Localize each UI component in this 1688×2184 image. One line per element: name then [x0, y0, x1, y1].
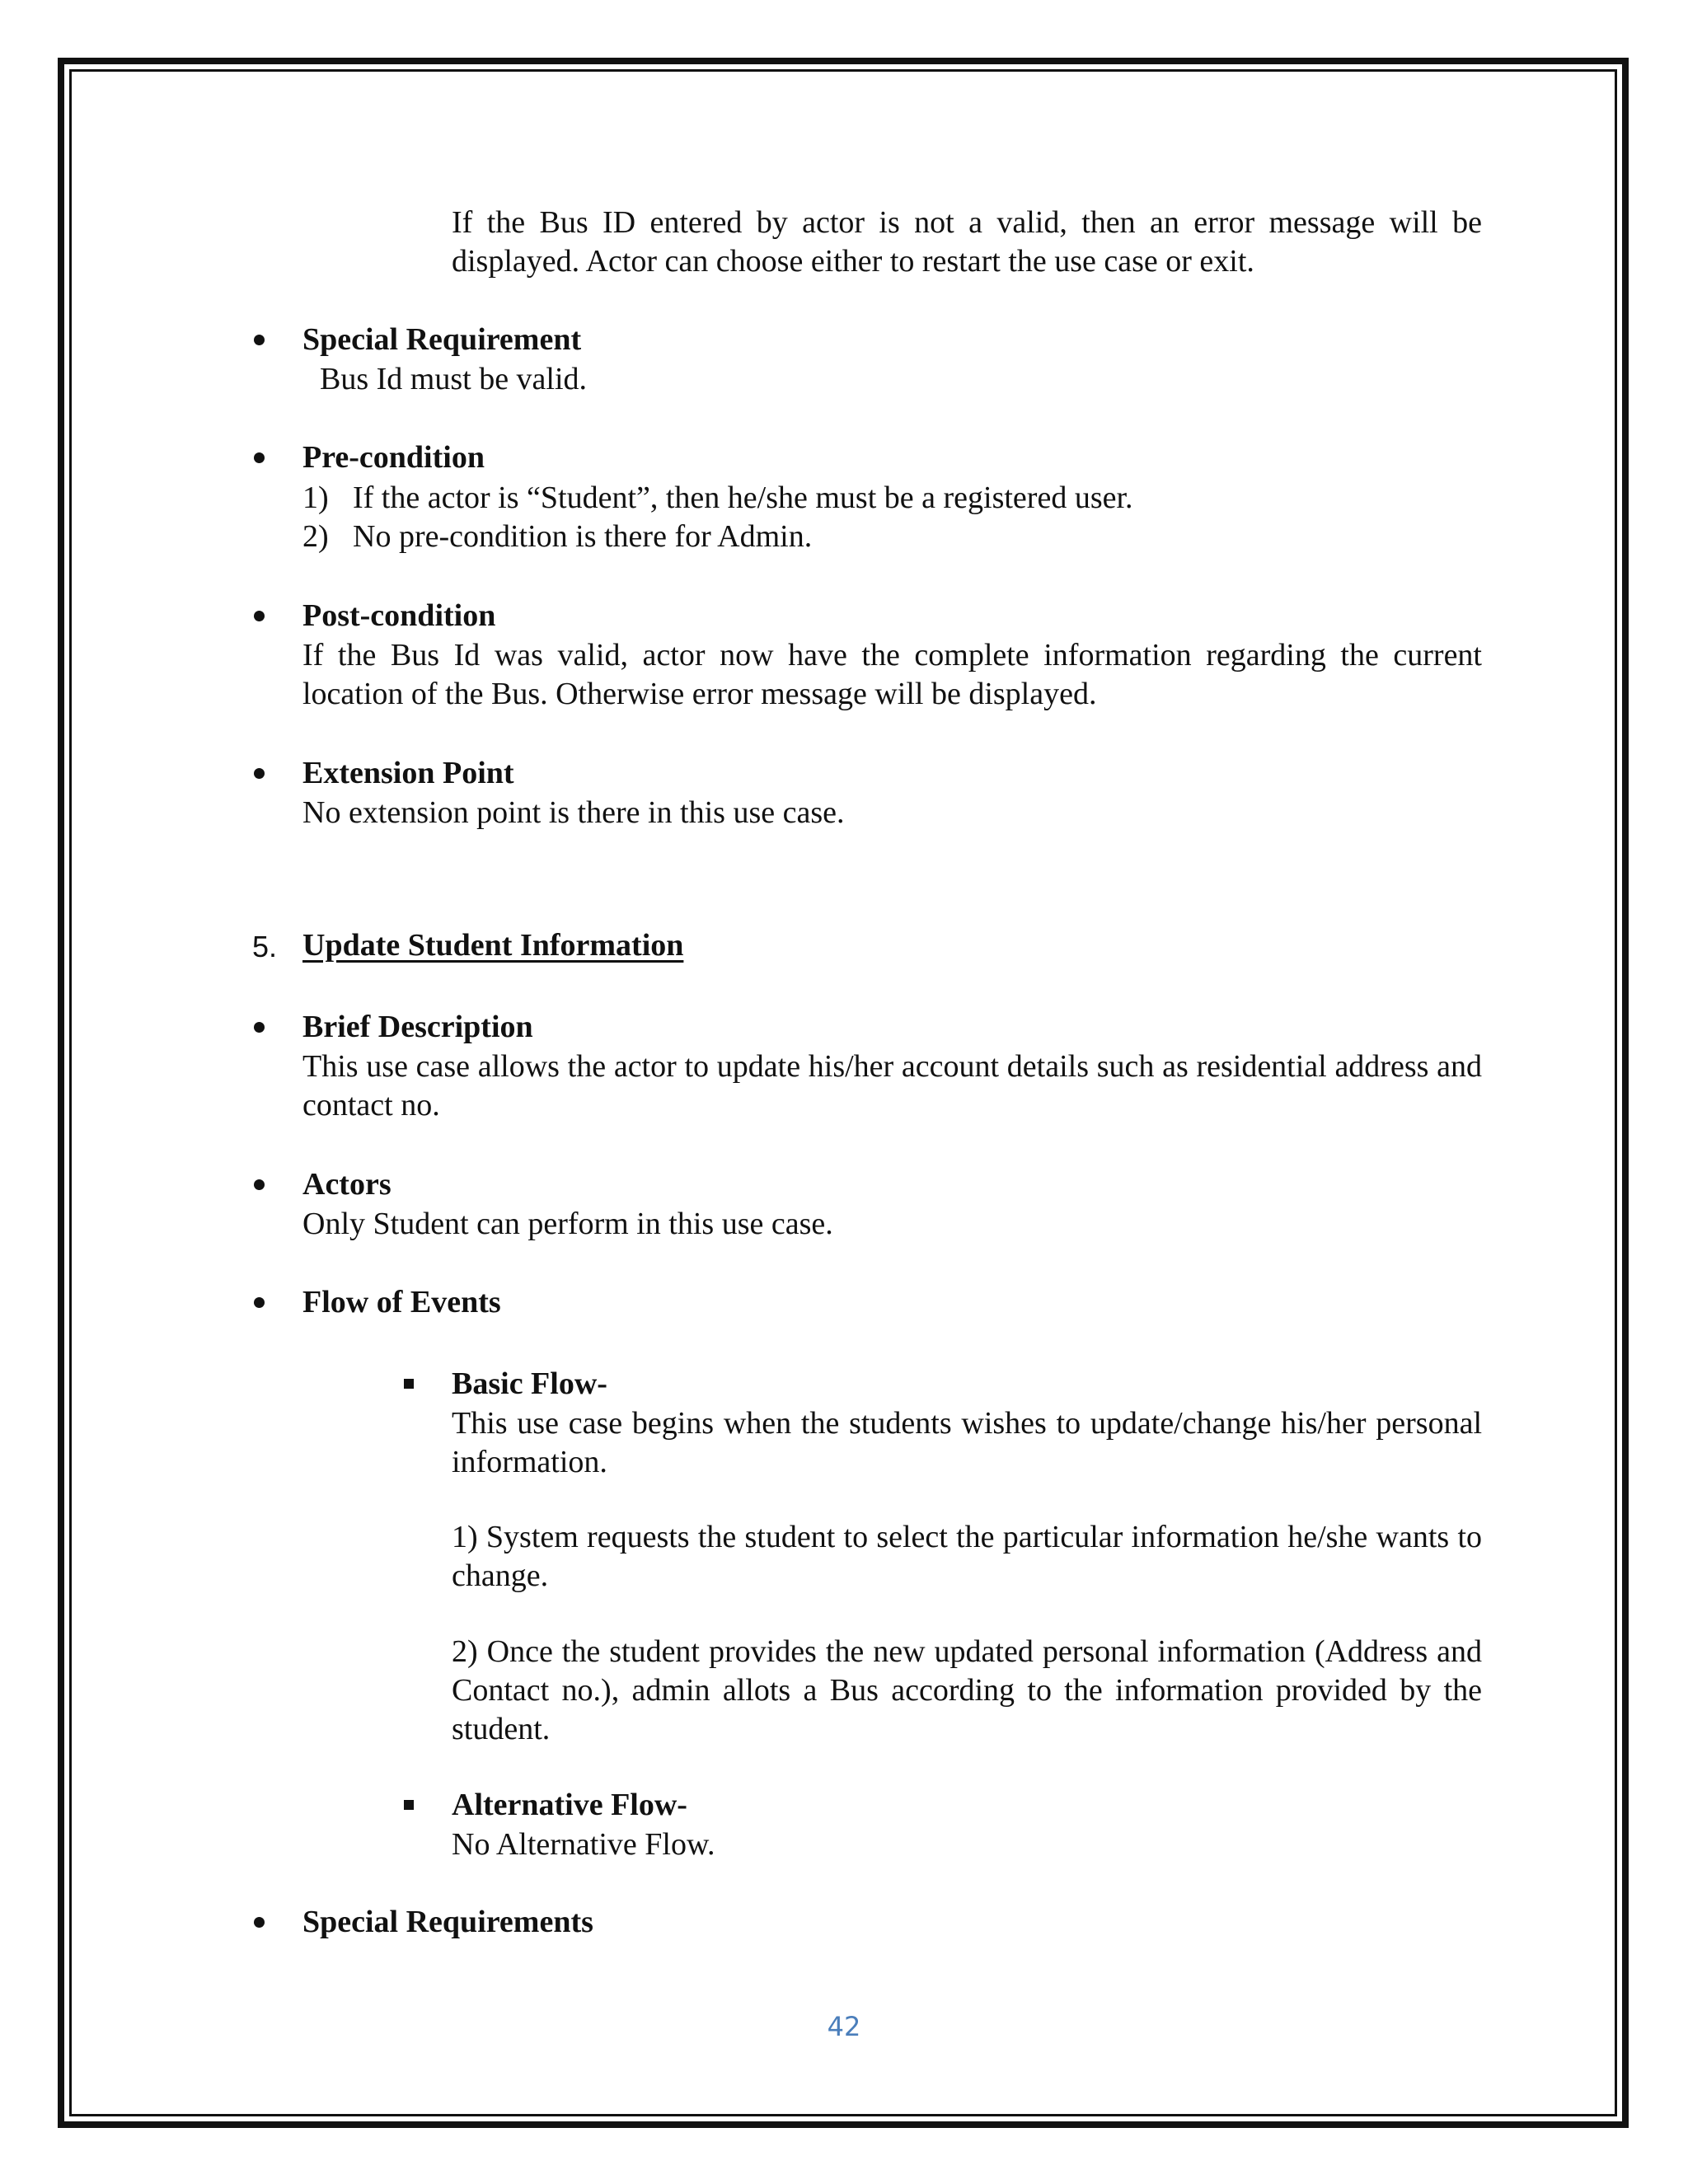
section-title: Update Student Information	[302, 928, 684, 963]
basic-flow-intro: This use case begins when the students wishes to update/change his/her personal information.	[452, 1406, 1482, 1479]
post-condition-text: If the Bus Id was valid, actor now have the complete information regarding the current location of the Bus. Otherwise error message will be displayed.	[302, 638, 1482, 711]
alternative-flow-text: No Alternative Flow.	[452, 1827, 715, 1862]
square-bullet-icon	[404, 1800, 414, 1810]
bullet-icon	[254, 452, 265, 463]
extension-point-text: No extension point is there in this use case.	[302, 795, 845, 830]
bullet-icon	[254, 335, 265, 345]
post-condition-heading: Post-condition	[302, 598, 496, 633]
flow-of-events-heading: Flow of Events	[302, 1285, 501, 1319]
extension-point-heading: Extension Point	[302, 756, 514, 790]
alternative-flow-heading: Alternative Flow-	[452, 1788, 687, 1822]
pre-condition-item-2-number: 2)	[302, 519, 329, 554]
special-requirements-heading: Special Requirements	[302, 1905, 593, 1939]
top-paragraph: If the Bus ID entered by actor is not a valid, then an error message will be displayed. Actor can choose either to restart the use case or exit.	[452, 205, 1482, 279]
pre-condition-heading: Pre-condition	[302, 440, 485, 475]
basic-flow-heading: Basic Flow-	[452, 1366, 607, 1401]
brief-description-text: This use case allows the actor to update his/her account details such as residential address and contact no.	[302, 1049, 1482, 1122]
pre-condition-item-1-text: If the actor is “Student”, then he/she must be a registered user.	[353, 480, 1133, 515]
section-number: 5.	[252, 930, 278, 963]
page-number: 42	[827, 2011, 861, 2042]
bullet-icon	[254, 1297, 265, 1308]
basic-flow-step-2: 2) Once the student provides the new updated personal information (Address and Contact no.), admin allots a Bus according to the information provided by the student.	[452, 1634, 1482, 1746]
brief-description-heading: Brief Description	[302, 1010, 533, 1044]
basic-flow-step-1: 1) System requests the student to select the particular information he/she wants to change.	[452, 1520, 1482, 1593]
bullet-icon	[254, 1179, 265, 1190]
actors-heading: Actors	[302, 1167, 392, 1202]
special-requirement-text: Bus Id must be valid.	[320, 362, 588, 396]
actors-text: Only Student can perform in this use case.	[302, 1207, 833, 1241]
bullet-icon	[254, 611, 265, 621]
bullet-icon	[254, 1022, 265, 1033]
bullet-icon	[254, 1917, 265, 1928]
bullet-icon	[254, 768, 265, 779]
square-bullet-icon	[404, 1379, 414, 1389]
pre-condition-item-1-number: 1)	[302, 480, 329, 515]
pre-condition-item-2-text: No pre-condition is there for Admin.	[353, 519, 813, 554]
special-requirement-heading: Special Requirement	[302, 322, 582, 357]
